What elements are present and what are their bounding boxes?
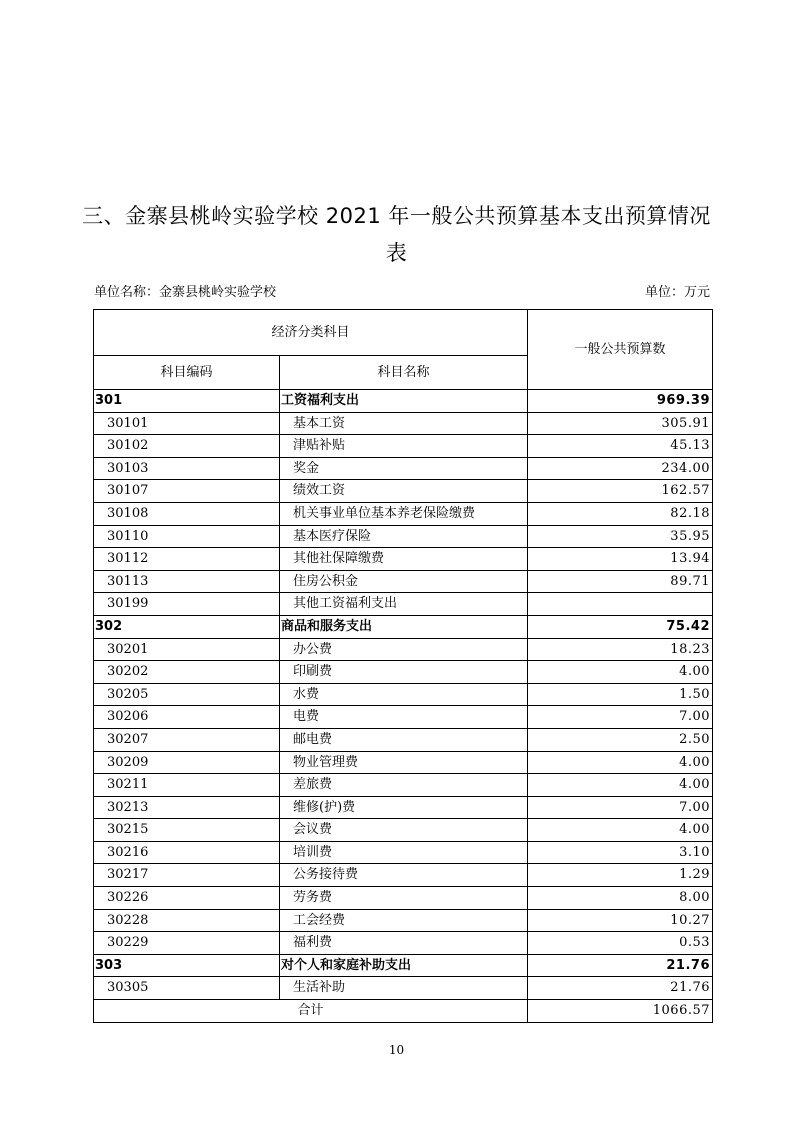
- header-name: 科目名称: [280, 356, 528, 390]
- unit-label: 单位：万元: [644, 285, 710, 300]
- table-row: [94, 728, 713, 751]
- row-code: 302: [94, 615, 280, 638]
- table-row: [94, 864, 713, 887]
- table-row: [94, 774, 713, 797]
- row-value: 4.00: [528, 774, 713, 797]
- row-name: 商品和服务支出: [280, 615, 528, 638]
- row-code: 30113: [94, 570, 280, 593]
- row-code: 30201: [94, 638, 280, 661]
- row-code: 30102: [94, 435, 280, 458]
- row-name: 其他社保障缴费: [280, 548, 528, 571]
- table-row: [94, 751, 713, 774]
- row-code: 30206: [94, 706, 280, 729]
- row-name: 基本医疗保险: [280, 525, 528, 548]
- row-value: 234.00: [528, 457, 713, 480]
- table-row: [94, 412, 713, 435]
- row-code: 30213: [94, 796, 280, 819]
- title-line-2: 表: [385, 241, 408, 265]
- row-name: 物业管理费: [280, 751, 528, 774]
- row-code: 30108: [94, 502, 280, 525]
- row-code: 301: [94, 390, 280, 413]
- row-value: 1.50: [528, 683, 713, 706]
- row-code: 30207: [94, 728, 280, 751]
- row-name: 公务接待费: [280, 864, 528, 887]
- row-name: 基本工资: [280, 412, 528, 435]
- unit-name: 单位名称：金寨县桃岭实验学校: [94, 285, 277, 300]
- table-body: [94, 390, 713, 1000]
- row-value: 75.42: [528, 615, 713, 638]
- row-name: 绩效工资: [280, 480, 528, 503]
- category-row: [94, 954, 713, 977]
- row-value: 7.00: [528, 706, 713, 729]
- page-number: 10: [388, 1043, 405, 1057]
- table-row: [94, 435, 713, 458]
- table-row: [94, 525, 713, 548]
- budget-table: [93, 309, 713, 1023]
- total-label: 合计: [94, 1000, 528, 1023]
- row-name: 福利费: [280, 932, 528, 955]
- row-name: 机关事业单位基本养老保险缴费: [280, 502, 528, 525]
- table-row: [94, 548, 713, 571]
- table-row: [94, 502, 713, 525]
- row-code: 30305: [94, 977, 280, 1000]
- table-row: [94, 909, 713, 932]
- row-value: 305.91: [528, 412, 713, 435]
- category-row: [94, 390, 713, 413]
- row-value: 18.23: [528, 638, 713, 661]
- table-row: [94, 570, 713, 593]
- row-name: 津贴补贴: [280, 435, 528, 458]
- row-name: 差旅费: [280, 774, 528, 797]
- row-name: 奖金: [280, 457, 528, 480]
- row-code: 30101: [94, 412, 280, 435]
- row-code: 30229: [94, 932, 280, 955]
- row-value: 45.13: [528, 435, 713, 458]
- row-name: 生活补助: [280, 977, 528, 1000]
- row-value: 1.29: [528, 864, 713, 887]
- row-value: 2.50: [528, 728, 713, 751]
- row-value: 21.76: [528, 954, 713, 977]
- row-code: 30228: [94, 909, 280, 932]
- row-name: 培训费: [280, 841, 528, 864]
- row-value: 21.76: [528, 977, 713, 1000]
- row-value: 969.39: [528, 390, 713, 413]
- row-name: 水费: [280, 683, 528, 706]
- row-value: 82.18: [528, 502, 713, 525]
- table-row: [94, 887, 713, 910]
- row-value: 4.00: [528, 819, 713, 842]
- row-name: 住房公积金: [280, 570, 528, 593]
- table-row: [94, 819, 713, 842]
- row-name: 其他工资福利支出: [280, 593, 528, 616]
- header-code: 科目编码: [94, 356, 280, 390]
- row-value: 8.00: [528, 887, 713, 910]
- row-code: 30112: [94, 548, 280, 571]
- total-row: [94, 1000, 713, 1023]
- table-row: [94, 593, 713, 616]
- row-value: 7.00: [528, 796, 713, 819]
- table-row: [94, 796, 713, 819]
- header-budget: 一般公共预算数: [528, 310, 713, 390]
- row-value: 4.00: [528, 751, 713, 774]
- row-name: 办公费: [280, 638, 528, 661]
- row-code: 30107: [94, 480, 280, 503]
- row-value: 13.94: [528, 548, 713, 571]
- table-row: [94, 661, 713, 684]
- row-name: 对个人和家庭补助支出: [280, 954, 528, 977]
- header-econ-class: 经济分类科目: [94, 310, 528, 356]
- row-code: 30209: [94, 751, 280, 774]
- row-value: [528, 593, 713, 616]
- row-code: 303: [94, 954, 280, 977]
- row-name: 劳务费: [280, 887, 528, 910]
- total-value: 1066.57: [528, 1000, 713, 1023]
- row-code: 30202: [94, 661, 280, 684]
- row-code: 30215: [94, 819, 280, 842]
- row-code: 30216: [94, 841, 280, 864]
- row-value: 89.71: [528, 570, 713, 593]
- table-row: [94, 480, 713, 503]
- table-row: [94, 683, 713, 706]
- row-name: 维修(护)费: [280, 796, 528, 819]
- row-value: 4.00: [528, 661, 713, 684]
- row-code: 30211: [94, 774, 280, 797]
- row-name: 工资福利支出: [280, 390, 528, 413]
- table-row: [94, 638, 713, 661]
- table-row: [94, 977, 713, 1000]
- row-code: 30217: [94, 864, 280, 887]
- category-row: [94, 615, 713, 638]
- title-line-1: 三、金寨县桃岭实验学校 2021 年一般公共预算基本支出预算情况: [82, 204, 711, 228]
- row-name: 印刷费: [280, 661, 528, 684]
- table-row: [94, 457, 713, 480]
- row-value: 3.10: [528, 841, 713, 864]
- row-code: 30110: [94, 525, 280, 548]
- row-value: 10.27: [528, 909, 713, 932]
- row-code: 30103: [94, 457, 280, 480]
- row-name: 会议费: [280, 819, 528, 842]
- table-row: [94, 932, 713, 955]
- table-row: [94, 841, 713, 864]
- row-value: 162.57: [528, 480, 713, 503]
- row-code: 30205: [94, 683, 280, 706]
- row-name: 电费: [280, 706, 528, 729]
- table-row: [94, 706, 713, 729]
- document-title: [70, 198, 723, 272]
- row-code: 30226: [94, 887, 280, 910]
- row-value: 0.53: [528, 932, 713, 955]
- row-name: 邮电费: [280, 728, 528, 751]
- row-code: 30199: [94, 593, 280, 616]
- row-name: 工会经费: [280, 909, 528, 932]
- row-value: 35.95: [528, 525, 713, 548]
